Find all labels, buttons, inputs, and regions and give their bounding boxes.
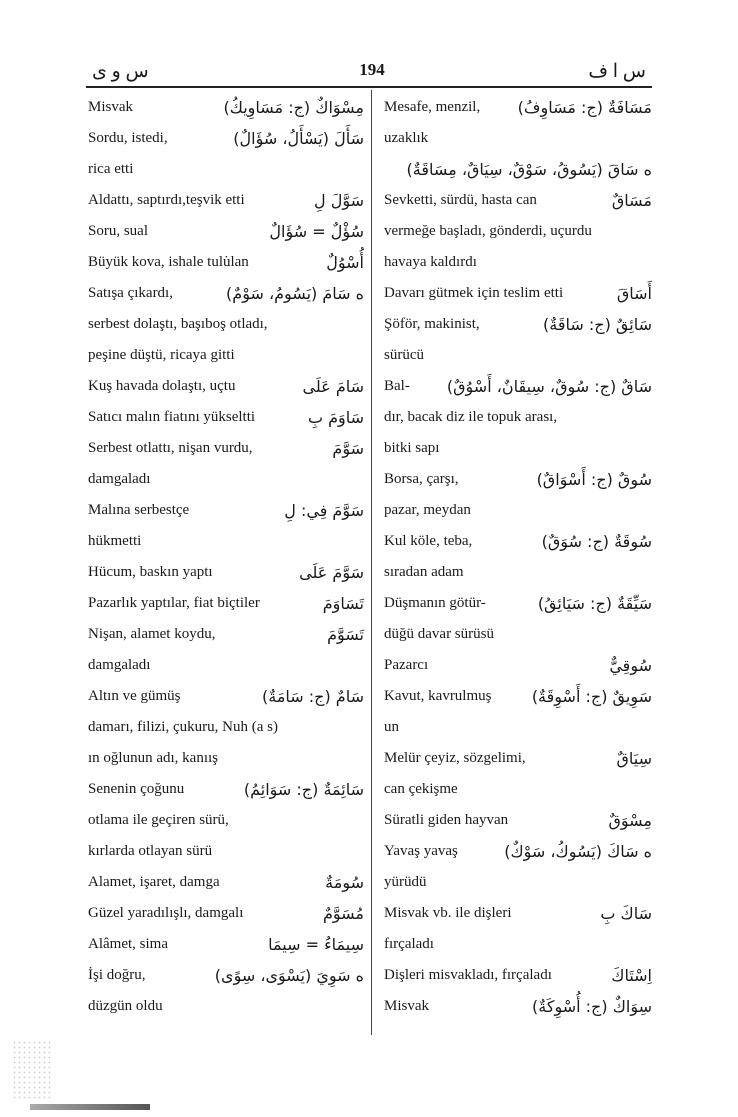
arabic-headword: مِسْوَاكٌ (ج: مَسَاوِيكُ) [223,98,364,117]
arabic-headword: سَأَلَ (يَسْأَلُ، سُؤَالٌ) [233,129,364,148]
arabic-headword: سَوَّلَ لِ [313,191,364,210]
turkish-definition: Sordu, istedi, [88,130,168,146]
turkish-definition: sıradan adam [384,564,464,580]
entry-line [88,154,364,185]
arabic-headword: ه سَوِيَ (يَسْوَى، سِوًى) [214,966,364,985]
turkish-definition: Mesafe, menzil, [384,99,481,115]
arabic-headword: تَسَاوَمَ [322,594,364,613]
entry-line [384,898,652,929]
entry-line [88,526,364,557]
turkish-definition: damgaladı [88,657,151,673]
entry-line [88,278,364,309]
scan-edge-mark [30,1104,150,1110]
turkish-definition: otlama ile geçiren sürü, [88,812,229,828]
turkish-definition: bitki sapı [384,440,440,456]
entry-line [384,495,652,526]
arabic-headword: سِيَاقٌ [616,749,652,768]
entry-line [88,681,364,712]
turkish-definition: Misvak [384,998,429,1014]
turkish-definition: Nişan, alamet koydu, [88,626,216,642]
entry-line [88,805,364,836]
turkish-definition: Dişleri misvakladı, fırçaladı [384,967,552,983]
arabic-headword: سَوَّمَ عَلَى [299,563,364,582]
turkish-definition: damgaladı [88,471,151,487]
turkish-definition: Satışa çıkardı, [88,285,173,301]
entry-line [88,743,364,774]
turkish-definition: Altın ve gümüş [88,688,181,704]
arabic-headword: تَسَوَّمَ [327,625,364,644]
arabic-headword: ه سَاكَ (يَسُوكُ، سَوْكٌ) [504,842,652,861]
entry-line [384,650,652,681]
entry-line [384,960,652,991]
entry-line [384,836,652,867]
column-divider [371,90,372,1035]
turkish-definition: Bal- [384,378,410,394]
arabic-headword: ه سَامَ (يَسُومُ، سَوْمٌ) [226,284,364,303]
turkish-definition: Yavaş yavaş [384,843,458,859]
turkish-definition: havaya kaldırdı [384,254,477,270]
entry-line [384,154,652,185]
arabic-headword: سُوقٌ (ج: أَسْوَاقٌ) [536,470,652,489]
turkish-definition: can çekişme [384,781,458,797]
entry-line [384,278,652,309]
entry-line [88,309,364,340]
entry-line [384,464,652,495]
entry-line [384,681,652,712]
entry-line [88,650,364,681]
entry-line [384,185,652,216]
entry-line [88,991,364,1022]
arabic-headword: سَامَ عَلَى [302,377,364,396]
entry-line [88,867,364,898]
entry-line [88,836,364,867]
turkish-definition: pazar, meydan [384,502,471,518]
header-rule [86,86,652,88]
turkish-definition: ın oğlunun adı, kanıış [88,750,218,766]
entry-line [88,402,364,433]
arabic-headword: سَوَّمَ [332,439,364,458]
turkish-definition: kırlarda otlayan sürü [88,843,213,859]
turkish-definition: Aldattı, saptırdı,teşvik etti [88,192,245,208]
turkish-definition: Süratli giden hayvan [384,812,509,828]
arabic-headword: سَامٌ (ج: سَامَةٌ) [262,687,364,706]
entry-line [384,805,652,836]
arabic-headword: سِيمَاءُ = سِيمَا [268,935,364,954]
right-column [384,92,652,1022]
arabic-headword: سُوقَةٌ (ج: سُوَقٌ) [541,532,652,551]
turkish-definition: Büyük kova, ishale tulu̇lan [88,254,249,270]
turkish-definition: peşine düştü, ricaya gitti [88,347,235,363]
arabic-headword: سَاوَمَ بِ [307,408,364,427]
turkish-definition: Misvak vb. ile dişleri [384,905,512,921]
entry-line [384,619,652,650]
entry-line [88,123,364,154]
entry-line [384,929,652,960]
entry-line [88,247,364,278]
entry-line [88,185,364,216]
entry-line [88,92,364,123]
entry-line [88,712,364,743]
entry-line [384,867,652,898]
arabic-headword: ه سَاقَ (يَسُوقُ، سَوْقٌ، سِيَاقٌ، مِسَاقَةٌ) [406,160,652,179]
turkish-definition: uzaklık [384,130,429,146]
entry-line [384,371,652,402]
arabic-headword: مَسَافَةٌ (ج: مَسَاوِفُ) [517,98,652,117]
entry-line [88,495,364,526]
header-left-letters: س و ى [92,61,149,82]
left-column [88,92,364,1022]
turkish-definition: un [384,719,399,735]
turkish-definition: Kuş havada dolaştı, uçtu [88,378,236,394]
turkish-definition: rica etti [88,161,134,177]
arabic-headword: سَيِّقَةٌ (ج: سَيَائِقُ) [537,594,652,613]
turkish-definition: damarı, filizi, çukuru, Nuh (a s) [88,719,278,735]
entry-line [88,216,364,247]
arabic-headword: سَوِيقٌ (ج: أَسْوِقَةٌ) [531,687,652,706]
header-right-letters: س ا ف [588,61,646,82]
arabic-headword: سُؤْلٌ = سُؤَالٌ [269,222,364,241]
turkish-definition: düğü davar sürüsü [384,626,494,642]
arabic-headword: سَائِمَةٌ (ج: سَوَائِمُ) [243,780,364,799]
turkish-definition: Alâmet, sima [88,936,168,952]
entry-line [88,588,364,619]
entry-line [384,712,652,743]
turkish-definition: Düşmanın götür- [384,595,486,611]
arabic-headword: سَوَّمَ فِي: لِ [284,501,364,520]
entry-line [88,898,364,929]
entry-line [384,216,652,247]
entry-line [88,619,364,650]
page-header [86,58,652,88]
entry-line [384,526,652,557]
entry-line [384,991,652,1022]
turkish-definition: Sevketti, sürdü, hasta can [384,192,537,208]
entry-line [88,557,364,588]
turkish-definition: Pazarlık yaptılar, fiat biçtiler [88,595,260,611]
entry-line [88,929,364,960]
arabic-headword: سَائِقٌ (ج: سَاقَةٌ) [543,315,652,334]
turkish-definition: Senenin çoğunu [88,781,185,797]
arabic-headword: سَاكَ بِ [600,904,652,923]
entry-line [384,774,652,805]
turkish-definition: Hücum, baskın yaptı [88,564,213,580]
entry-line [384,92,652,123]
entry-line [88,340,364,371]
turkish-definition: Pazarcı [384,657,429,673]
entry-line [384,123,652,154]
entry-line [384,340,652,371]
arabic-headword: سُومَةٌ [325,873,364,892]
turkish-definition: Serbest otlattı, nişan vurdu, [88,440,253,456]
entry-line [384,557,652,588]
turkish-definition: Satıcı malın fiatını yükseltti [88,409,256,425]
entry-line [88,371,364,402]
turkish-definition: sürücü [384,347,424,363]
turkish-definition: yürüdü [384,874,427,890]
turkish-definition: Kul köle, teba, [384,533,473,549]
arabic-headword: مُسَوَّمٌ [322,904,364,923]
arabic-headword: أَسَاقَ [616,284,652,303]
turkish-definition: Malına serbestçe [88,502,190,518]
turkish-definition: serbest dolaştı, başıboş otladı, [88,316,268,332]
entry-line [384,402,652,433]
turkish-definition: dır, bacak diz ile topuk arası, [384,409,558,425]
turkish-definition: Misvak [88,99,133,115]
entry-line [88,464,364,495]
arabic-headword: أُسْوُلٌ [326,253,364,272]
arabic-headword: اِسْتَاكَ [611,966,652,985]
entry-line [88,774,364,805]
arabic-headword: سَاقٌ (ج: سُوقٌ، سِيقَانٌ، أَسْوُقٌ) [446,377,652,396]
entry-line [384,433,652,464]
page-number: 194 [359,60,385,79]
arabic-headword: مَسَاقٌ [611,191,652,210]
turkish-definition: düzgün oldu [88,998,163,1014]
entry-line [88,433,364,464]
arabic-headword: مِسْوَقٌ [608,811,652,830]
entry-line [384,309,652,340]
entry-line [384,247,652,278]
turkish-definition: Güzel yaradılışlı, damgalı [88,905,244,921]
turkish-definition: hükmetti [88,533,142,549]
arabic-headword: سُوقِيٌّ [609,656,652,675]
turkish-definition: Alamet, işaret, damga [88,874,220,890]
entry-line [384,743,652,774]
arabic-headword: سِوَاكٌ (ج: أُسْوِكَةٌ) [532,997,652,1016]
turkish-definition: Soru, sual [88,223,148,239]
turkish-definition: Kavut, kavrulmuş [384,688,492,704]
turkish-definition: Melür çeyiz, sözgelimi, [384,750,526,766]
entry-line [384,588,652,619]
turkish-definition: Borsa, çarşı, [384,471,459,487]
turkish-definition: Şöför, makinist, [384,316,480,332]
turkish-definition: İşi doğru, [88,967,146,983]
scan-speckle [12,1040,52,1100]
turkish-definition: Davarı gütmek için teslim etti [384,285,564,301]
turkish-definition: vermeğe başladı, gönderdi, uçurdu [384,223,592,239]
entry-line [88,960,364,991]
turkish-definition: fırçaladı [384,936,434,952]
